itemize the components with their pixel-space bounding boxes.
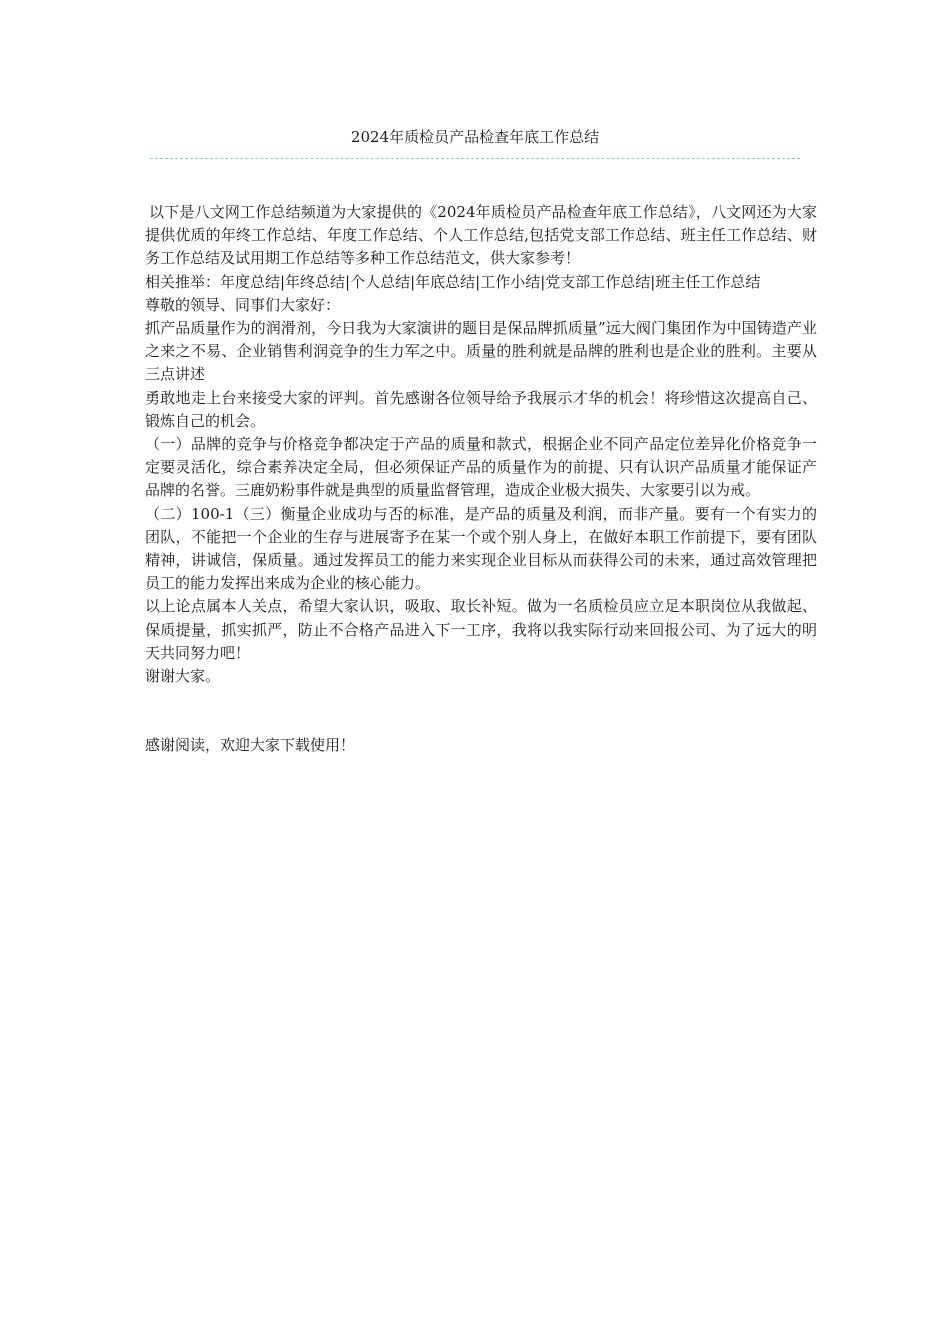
body-paragraph: 以上论点属本人关点，希望大家认识，吸取、取长补短。做为一名质检员应立足本职岗位从我做起、保质提量，抓实抓严，防止不合格产品进入下一工序，我将以我实际行动来回报公司、为了远大的明天共同努力吧！	[145, 597, 817, 662]
body-paragraph: （二）100-1（三）衡量企业成功与否的标准，是产品的质量及利润，而非产量。要有一个有实力的团队，不能把一个企业的生存与进展寄予在某一个或个别人身上，在做好本职工作前提下，要有团队精神，讲诚信，保质量。通过发挥员工的能力来实现企业目标从而获得公司的未来，通过高效管理把员工的能力发挥出来成为企业的核心能力。	[145, 504, 817, 593]
thanks-paragraph: 谢谢大家。	[145, 667, 221, 686]
document-title: 2024年质检员产品检查年底工作总结	[350, 128, 600, 146]
body-paragraph: （一）品牌的竞争与价格竞争都决定于产品的质量和款式，根据企业不同产品定位差异化价格竞争一定要灵活化，综合素养决定全局，但必须保证产品的质量作为的前提、只有认识产品质量才能保证产品牌的名誉。三鹿奶粉事件就是典型的质量监督管理，造成企业极大损失、大家要引以为戒。	[145, 435, 817, 500]
title-divider	[150, 158, 800, 159]
paragraph-spacer	[145, 688, 817, 734]
salutation-paragraph: 尊敬的领导、同事们大家好：	[145, 295, 341, 314]
intro-paragraph: 以下是八文网工作总结频道为大家提供的《2024年质检员产品检查年底工作总结》，八文网还为大家提供优质的年终工作总结、年度工作总结、个人工作总结,包括党支部工作总结、班主任工作总结、财务工作总结及试用期工作总结等多种工作总结范文，供大家参考！	[145, 203, 817, 268]
body-paragraph: 勇敢地走上台来接受大家的评判。首先感谢各位领导给予我展示才华的机会！将珍惜这次提高自己、锻炼自己的机会。	[145, 388, 817, 430]
body-paragraph: 抓产品质量作为的润滑剂，今日我为大家演讲的题目是保品牌抓质量”远大阀门集团作为中国铸造产业之来之不易、企业销售利润竞争的生力军之中。质量的胜利就是品牌的胜利也是企业的胜利。主要从三点讲述	[145, 319, 817, 384]
document-body	[145, 201, 817, 757]
closing-line: 感谢阅读，欢迎大家下载使用！	[145, 736, 356, 755]
recommend-paragraph: 相关推举：年度总结|年终总结|个人总结|年底总结|工作小结|党支部工作总结|班主任工作总结	[145, 272, 761, 291]
